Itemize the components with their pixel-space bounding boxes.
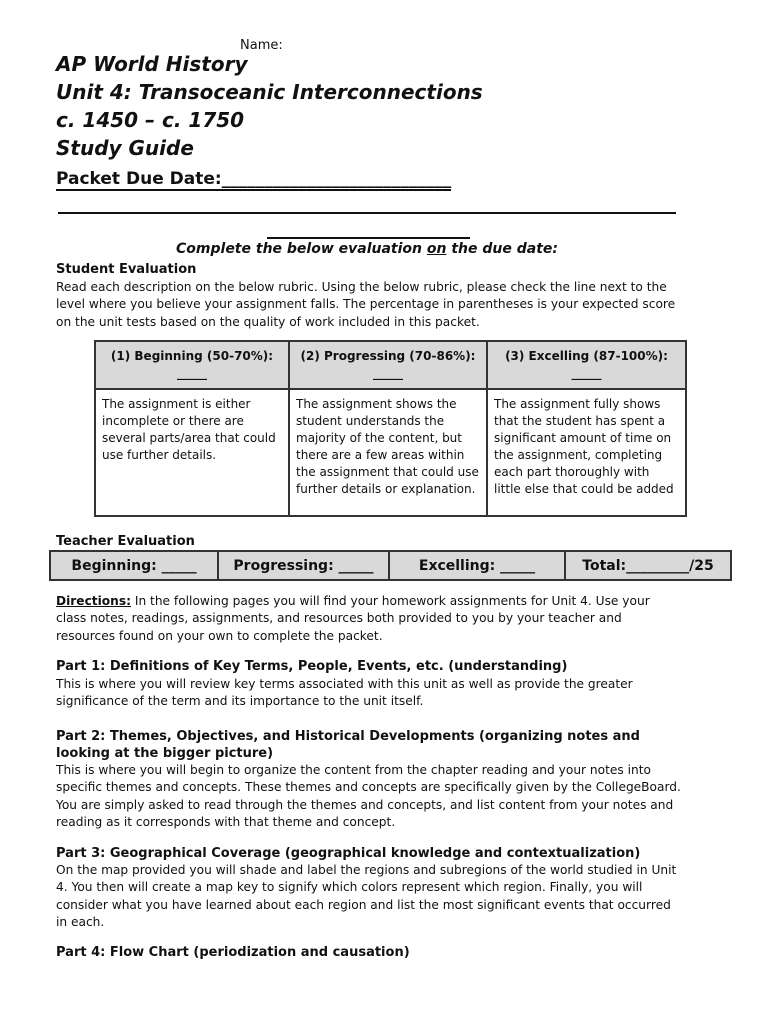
title-dates: c. 1450 – c. 1750	[56, 108, 245, 132]
part-1-text: This is where you will review key terms associated with this unit as well as provide the greater significance of the term and its importance to the unit itself.	[56, 677, 633, 709]
teacher-evaluation-heading: Teacher Evaluation	[56, 534, 195, 549]
rubric-cell-progressing: The assignment shows the student understands the majority of the content, but there are a few areas within the assignment that could use further details or explanation.	[289, 389, 487, 516]
evaluation-instruction	[0, 241, 734, 257]
part-4-heading: Part 4: Flow Chart (periodization and causation)	[56, 945, 410, 960]
student-evaluation-heading: Student Evaluation	[56, 262, 197, 277]
part-2-heading: Part 2: Themes, Objectives, and Historical Developments (organizing notes and looking at the bigger picture)	[56, 729, 640, 761]
teacher-evaluation-table	[49, 550, 732, 581]
instruction-text-end: the due date:	[446, 241, 558, 257]
due-date-label: Packet Due Date:	[56, 169, 222, 189]
blank-line-short	[267, 237, 470, 239]
rubric-table	[94, 340, 687, 517]
part-3-heading: Part 3: Geographical Coverage (geographical knowledge and contextualization)	[56, 846, 641, 861]
blank-line	[58, 212, 676, 214]
directions-label: Directions:	[56, 594, 131, 608]
name-label: Name:	[240, 38, 283, 53]
rubric-cell-excelling: The assignment fully shows that the student has spent a significant amount of time on the assignment, completing each part thoroughly with little else that could be added	[487, 389, 686, 516]
instruction-text: Complete the below evaluation	[176, 241, 427, 257]
rubric-header-excelling: (3) Excelling (87-100%): _____	[487, 341, 686, 389]
packet-due-date	[56, 169, 451, 191]
part-1-heading: Part 1: Definitions of Key Terms, People, Events, etc. (understanding)	[56, 659, 568, 674]
directions	[56, 593, 676, 645]
directions-text: In the following pages you will find your homework assignments for Unit 4. Use your class notes, readings, assignments, and resources both provided to you by your teacher and resources found on your own to complete the packet.	[56, 594, 650, 643]
teacher-progressing: Progressing: _____	[218, 551, 389, 580]
title-study-guide: Study Guide	[56, 136, 194, 160]
student-evaluation-text: Read each description on the below rubric. Using the below rubric, please check the line next to the level where you believe your assignment falls. The percentage in parentheses is your expected score on the unit tests based on the quality of work included in this packet.	[56, 280, 676, 329]
instruction-on: on	[426, 241, 447, 257]
teacher-beginning: Beginning: _____	[50, 551, 218, 580]
part-3-text: On the map provided you will shade and label the regions and subregions of the world studied in Unit 4. You then will create a map key to signify which colors represent which region. Finally, you will consider what you have learned about each region and list the most significant events that occurred in each.	[56, 863, 677, 930]
rubric-header-progressing: (2) Progressing (70-86%): _____	[289, 341, 487, 389]
rubric-header-beginning: (1) Beginning (50-70%): _____	[95, 341, 289, 389]
rubric-cell-beginning: The assignment is either incomplete or there are several parts/area that could use further details.	[95, 389, 289, 516]
title-course: AP World History	[56, 52, 248, 76]
part-2-text: This is where you will begin to organize the content from the chapter reading and your notes into specific themes and concepts. These themes and concepts are specifically given by the CollegeBoard. You are simply asked to read through the themes and concepts, and list content from your notes and reading as it corresponds with that theme and concept.	[56, 763, 681, 830]
teacher-excelling: Excelling: _____	[389, 551, 565, 580]
teacher-total: Total:_________/25	[565, 551, 731, 580]
due-date-blank: ___________________________	[221, 169, 452, 189]
title-unit: Unit 4: Transoceanic Interconnections	[56, 80, 483, 104]
